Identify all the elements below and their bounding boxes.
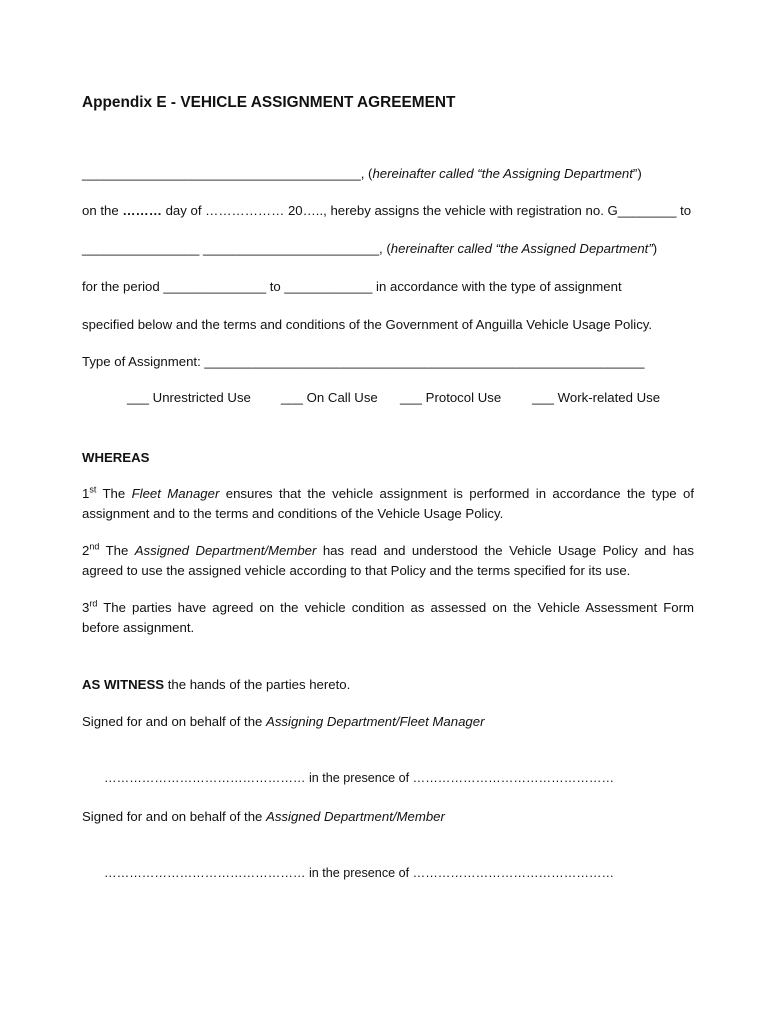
clause-2-pre: The (99, 543, 135, 558)
clause-3-suffix: rd (89, 598, 98, 609)
clause-3-text: The parties have agreed on the vehicle condition as assessed on the Vehicle Assessment Form before assignment. (82, 600, 694, 635)
option-work-related-use[interactable]: ___ Work-related Use (532, 390, 661, 405)
line1-italic: hereinafter called “the Assigning Department (372, 166, 633, 181)
signed-assigning-line (82, 712, 484, 731)
signed-assigned-line (82, 807, 445, 826)
assigning-department-blank: ______________________________________ (82, 166, 361, 181)
line1-text-pre: , ( (360, 166, 373, 181)
clause-1-number: 1 (82, 486, 90, 501)
clause-1-italic: Fleet Manager (131, 486, 220, 501)
clause-2-italic: Assigned Department/Member (134, 543, 317, 558)
clause-1-suffix: st (89, 484, 97, 495)
signed2-italic: Assigned Department/Member (266, 809, 445, 824)
day-dots: ……… (122, 203, 162, 218)
clause-1 (82, 484, 694, 523)
signed2-text: Signed for and on behalf of the (82, 809, 267, 824)
witness-text: the hands of the parties hereto. (164, 677, 351, 692)
witness-bold: AS WITNESS (82, 677, 165, 692)
clause-2-text: has read and understood the Vehicle Usage Policy and has agreed to use the assigned vehicle according to that Policy and the terms specified for its use. (82, 543, 694, 578)
assigning-department-line (82, 164, 642, 183)
witness-line (82, 675, 350, 694)
clause-3-number: 3 (82, 600, 90, 615)
clause-1-text: ensures that the vehicle assignment is performed in accordance the type of assignment and to the terms and conditions of the Vehicle Usage Policy. (82, 486, 694, 521)
date-registration-line (82, 201, 691, 220)
line3-text-post: ) (652, 241, 658, 256)
option-on-call-use[interactable]: ___ On Call Use (281, 390, 378, 405)
signed1-italic: Assigning Department/Fleet Manager (266, 714, 485, 729)
assigned-department-line (82, 239, 657, 258)
whereas-heading: WHEREAS (82, 450, 150, 465)
type-of-assignment-line: Type of Assignment: ____________________________________________________________ (82, 354, 645, 369)
line2-text-b: day of ……………… 20….., hereby assigns the vehicle with registration no. G________ to (161, 203, 692, 218)
signature-line-assigning[interactable]: ………………………………………… in the presence of ………………………………………… (104, 771, 615, 785)
clause-2 (82, 541, 694, 580)
clause-3 (82, 598, 694, 637)
page-title: Appendix E - VEHICLE ASSIGNMENT AGREEMENT (82, 94, 456, 111)
clause-2-number: 2 (82, 543, 90, 558)
policy-line: specified below and the terms and conditions of the Government of Anguilla Vehicle Usage Policy. (82, 317, 653, 332)
signed1-text: Signed for and on behalf of the (82, 714, 267, 729)
clause-1-pre: The (96, 486, 132, 501)
line3-text-pre: , ( (379, 241, 391, 256)
line2-text-a: on the (82, 203, 123, 218)
line1-text-post: ”) (632, 166, 642, 181)
signature-line-assigned[interactable]: ………………………………………… in the presence of ………………………………………… (104, 866, 615, 880)
period-line: for the period ______________ to ____________ in accordance with the type of assignment (82, 279, 622, 294)
option-protocol-use[interactable]: ___ Protocol Use (400, 390, 502, 405)
line3-italic: hereinafter called “the Assigned Department” (390, 241, 653, 256)
assigned-department-blank: ________________ ________________________ (82, 241, 380, 256)
clause-2-suffix: nd (89, 541, 100, 552)
option-unrestricted-use[interactable]: ___ Unrestricted Use (127, 390, 251, 405)
